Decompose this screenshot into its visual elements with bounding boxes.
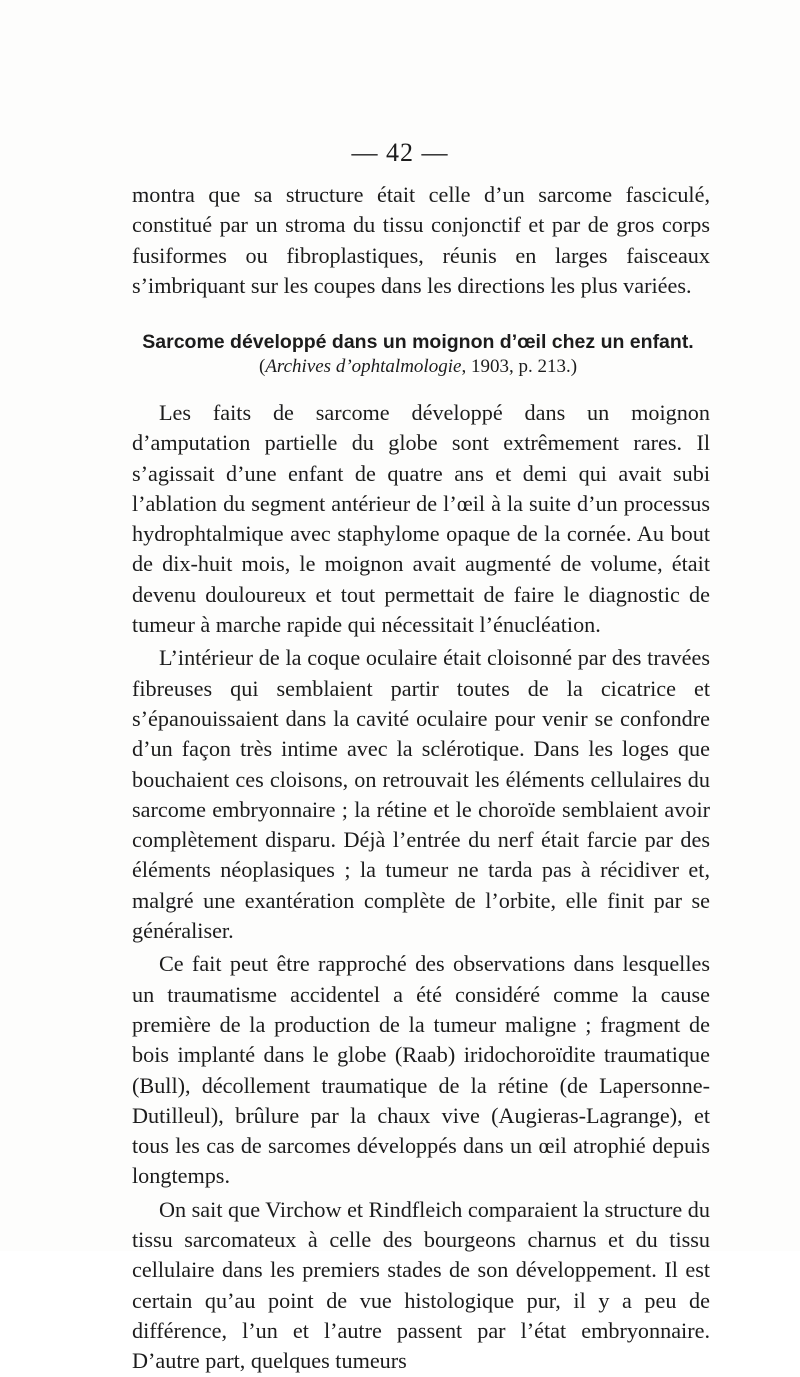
source-open: (	[258, 356, 266, 377]
article-title: Sarcome développé dans un moignon d’œil chez un enfant.	[142, 331, 694, 353]
paragraph: Ce fait peut être rapproché des observations dans lesquelles un traumatisme accidentel a été considéré comme la cause première de la production de la tumeur maligne ; fragment de bois implanté dans le globe (Raab) iridochoroïdite traumatique (Bull), décollement traumatique de la rétine (de Lapersonne-Dutilleul), brûlure par la chaux vive (Augieras-Lagrange), et tous les cas de sarcomes développés dans un œil atrophié depuis longtemps.	[132, 951, 710, 1189]
intro-text	[132, 180, 710, 301]
paragraph: Les faits de sarcome développé dans un moignon d’amputation partielle du globe sont extrêmement rares. Il s’agissait d’une enfant de quatre ans et demi qui avait subi l’ablation du segment antérieur de l’œil à la suite d’un processus hydrophtalmique avec staphylome opaque de la cornée. Au bout de dix-huit mois, le moignon avait augmenté de volume, était devenu douloureux et tout permettait de faire le diagnostic de tumeur à marche rapide qui nécessitait l’énucléation.	[132, 400, 710, 638]
page-number: — 42 —	[351, 138, 449, 167]
source-details: , 1903, p. 213.)	[461, 356, 578, 377]
source-journal: Archives d’ophtalmologie	[265, 356, 462, 377]
paragraph: L’intérieur de la coque oculaire était cloisonné par des travées fibreuses qui semblaient partir toutes de la cicatrice et s’épanouissaient dans la cavité oculaire pour venir se confondre d’un façon très intime avec la sclérotique. Dans les loges que bouchaient ces cloisons, on retrouvait les éléments cellulaires du sarcome embryonnaire ; la rétine et le choroïde semblaient avoir complètement disparu. Déjà l’entrée du nerf était farcie par des éléments néoplasiques ; la tumeur ne tarda pas à récidiver et, malgré une exantération complète de l’orbite, elle finit par se généraliser.	[132, 645, 710, 944]
article-body	[132, 398, 710, 1377]
paragraph-continuation: montra que sa structure était celle d’un sarcome fasciculé, constitué par un stroma du tissu conjonctif et par de gros corps fusiformes ou fibroplastiques, réunis en larges faisceaux s’imbriquant sur les coupes dans les directions les plus variées.	[132, 182, 710, 298]
paragraph: On sait que Virchow et Rindfleich comparaient la structure du tissu sarcomateux à celle des bourgeons charnus et du tissu cellulaire dans les premiers stades de son développement. Il est certain qu’au point de vue histologique pur, il y a peu de différence, l’un et l’autre passent par l’état embryonnaire. D’autre part, quelques tumeurs	[132, 1196, 710, 1374]
article-source	[128, 355, 708, 379]
